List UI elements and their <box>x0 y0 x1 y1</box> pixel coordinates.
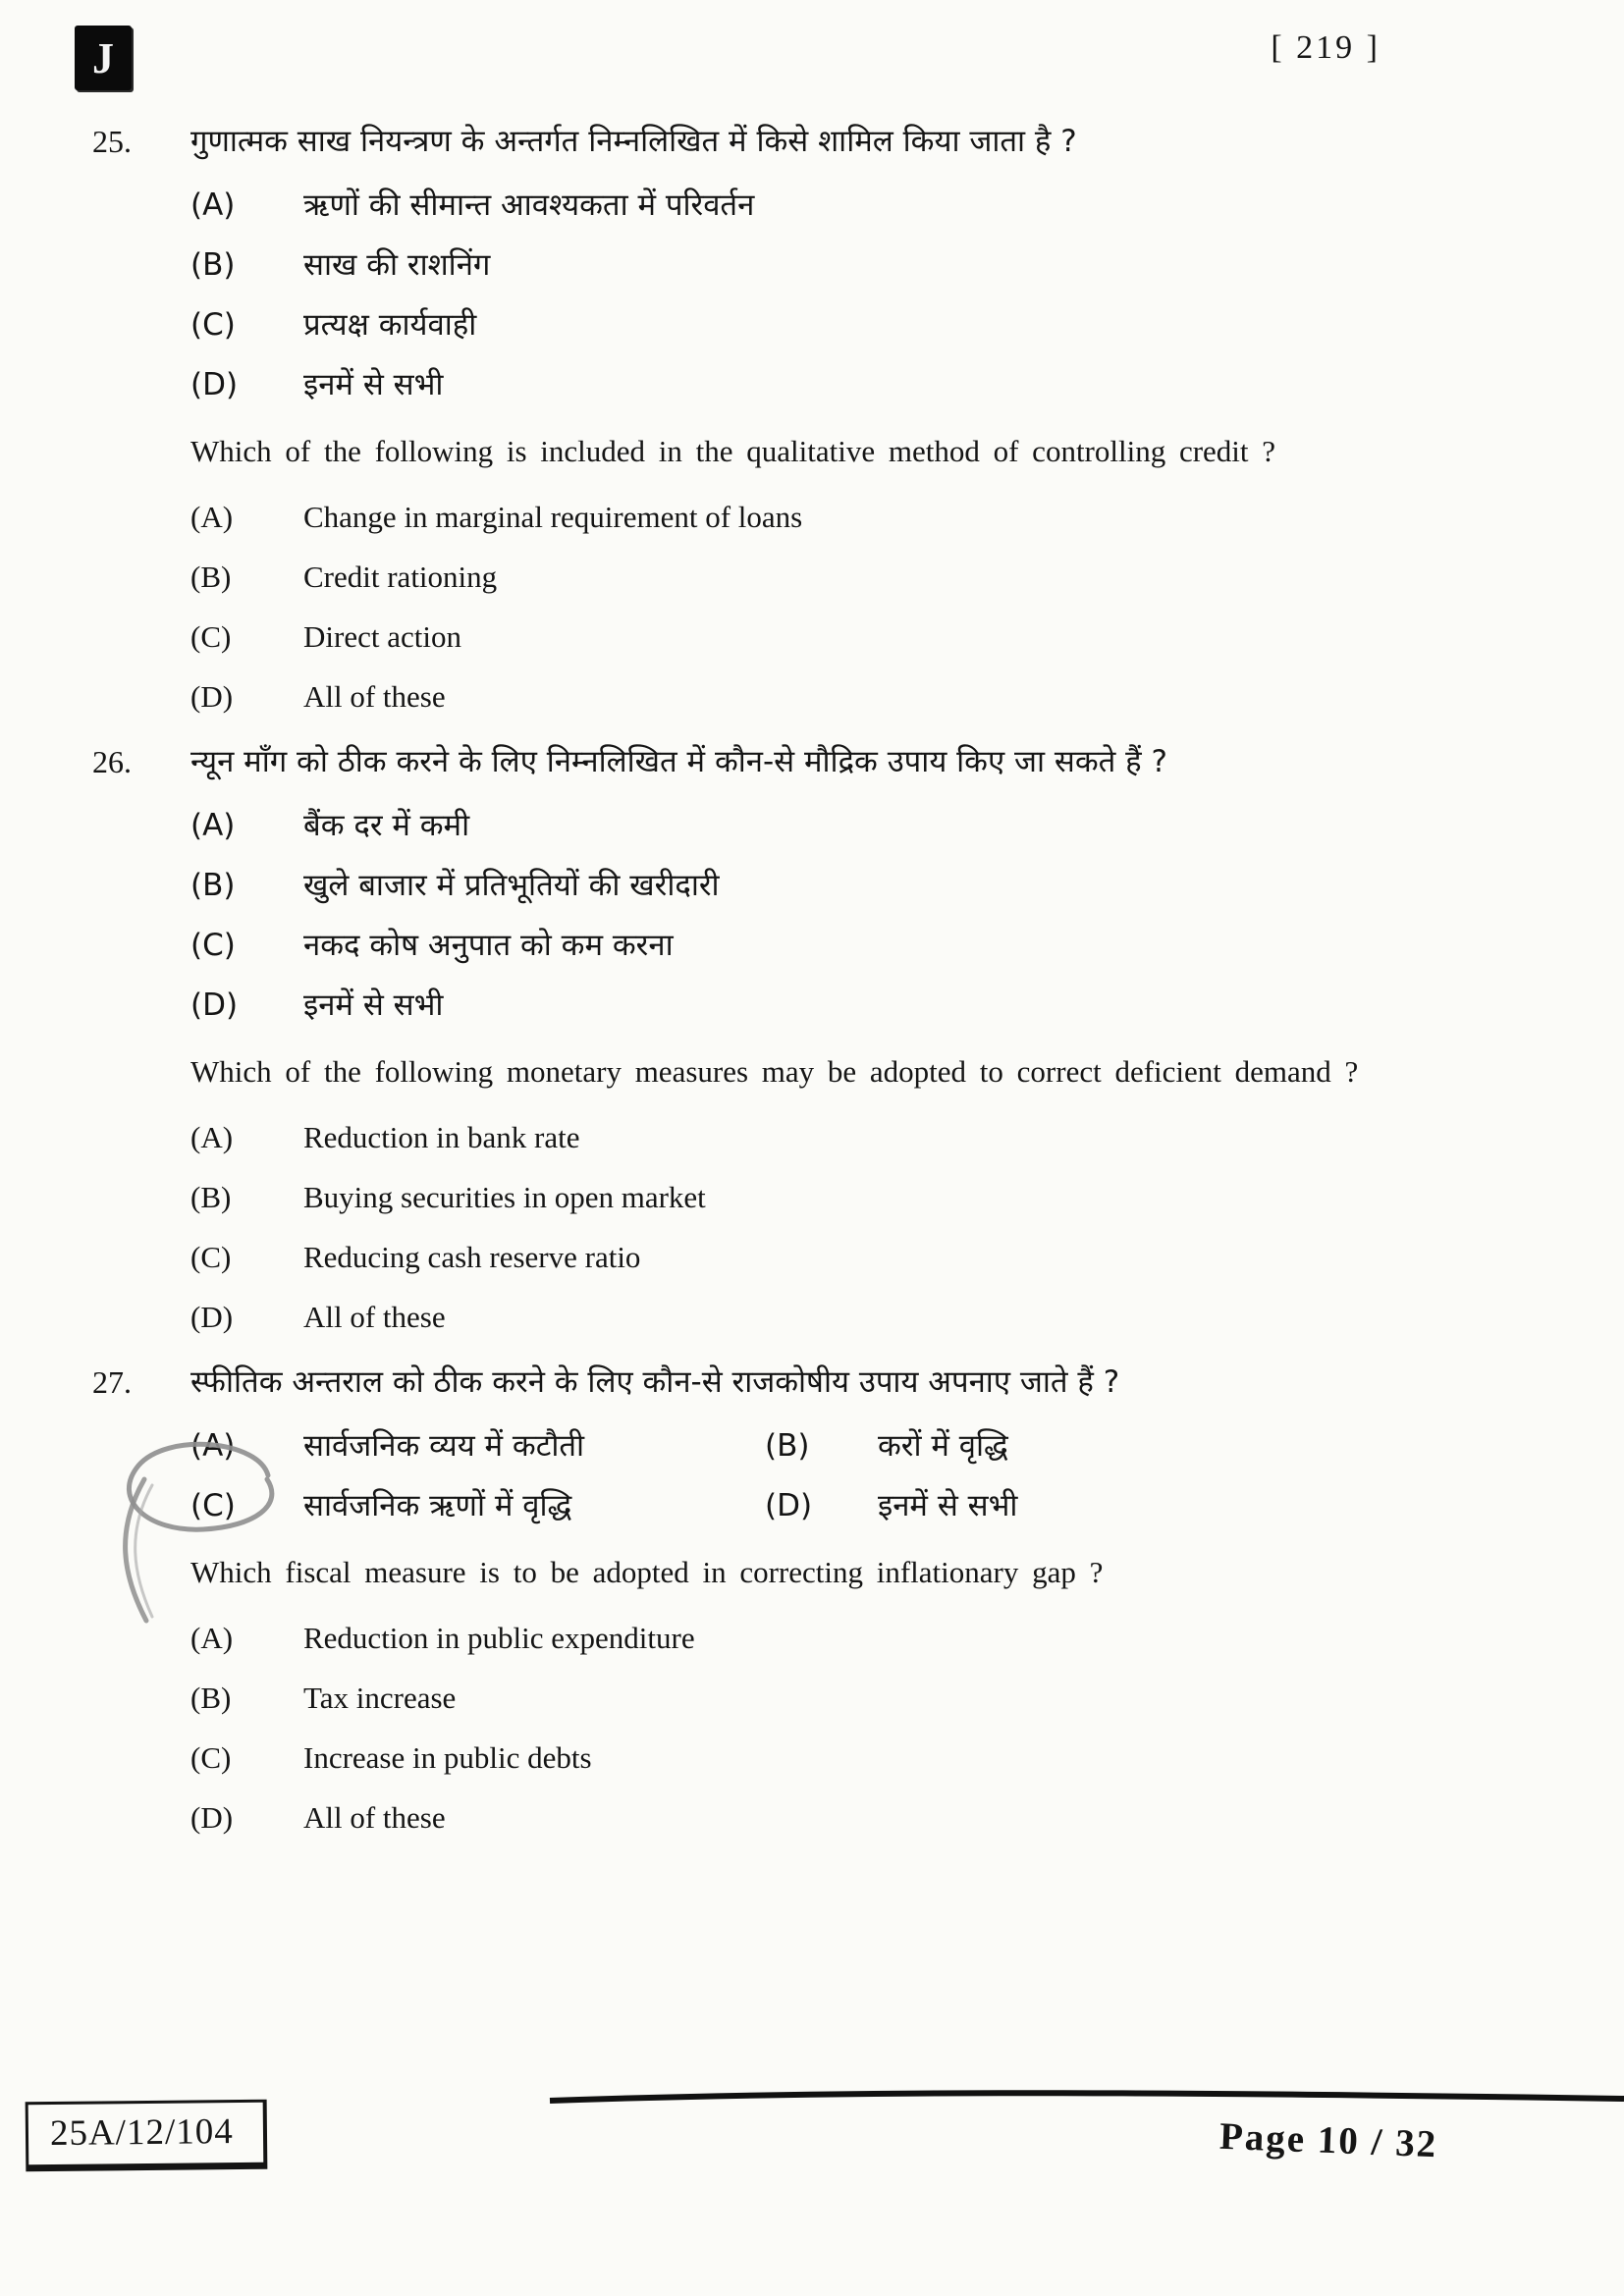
option-row <box>190 916 1538 976</box>
page-header <box>0 0 1624 94</box>
option-label: (C) <box>190 619 232 654</box>
option-text: इनमें से सभी <box>303 367 444 402</box>
option-row <box>190 667 1538 726</box>
option-label: (C) <box>190 1240 232 1274</box>
question-text-english: Which of the following monetary measures may be adopted to correct deficient demand ? <box>190 1054 1359 1089</box>
option-text: All of these <box>303 1800 446 1835</box>
question-text-hindi: गुणात्मक साख नियन्त्रण के अन्तर्गत निम्नलिखित में किसे शामिल किया जाता है ? <box>190 124 1077 159</box>
option-text: बैंक दर में कमी <box>303 808 470 843</box>
option-text: इनमें से सभी <box>878 1488 1018 1523</box>
option-label: (D) <box>190 679 234 714</box>
option-text: सार्वजनिक ऋणों में वृद्धि <box>303 1488 572 1523</box>
option-label: (D) <box>765 1488 813 1523</box>
option-text: खुले बाजार में प्रतिभूतियों की खरीदारी <box>303 868 720 903</box>
option-label: (A) <box>190 1621 234 1655</box>
option-grid <box>190 1416 1538 1536</box>
option-row <box>190 1788 1538 1847</box>
option-text: Credit rationing <box>303 560 498 594</box>
option-label: (D) <box>190 1800 234 1835</box>
option-label: (B) <box>190 1681 232 1715</box>
option-row <box>190 547 1538 607</box>
option-label: (B) <box>190 868 236 903</box>
option-text: Buying securities in open market <box>303 1180 706 1214</box>
question-27 <box>0 1353 1624 1847</box>
question-text-hindi: स्फीतिक अन्तराल को ठीक करने के लिए कौन-से राजकोषीय उपाय अपनाए जाते हैं ? <box>190 1364 1120 1400</box>
option-label: (D) <box>190 367 239 402</box>
option-label: (A) <box>190 1120 234 1154</box>
option-label: (A) <box>190 187 236 223</box>
option-row <box>190 1227 1538 1287</box>
option-text: करों में वृद्धि <box>878 1428 1008 1464</box>
option-row <box>190 1608 1538 1668</box>
booklet-code: 25A/12/104 <box>49 2111 234 2155</box>
option-text: Reducing cash reserve ratio <box>303 1240 641 1274</box>
option-text: Direct action <box>303 619 461 654</box>
option-label: (D) <box>190 1300 234 1334</box>
option-row <box>190 856 1538 916</box>
option-row <box>190 176 1538 236</box>
option-label: (C) <box>190 1740 232 1775</box>
option-label: (A) <box>190 808 236 843</box>
option-row <box>190 487 1538 547</box>
option-text: All of these <box>303 1300 446 1334</box>
option-text: प्रत्यक्ष कार्यवाही <box>303 307 477 343</box>
question-number: 25. <box>92 124 132 159</box>
option-label: (C) <box>190 1488 236 1523</box>
option-text: Reduction in bank rate <box>303 1120 580 1154</box>
exam-set-badge: J <box>75 26 132 90</box>
option-label: (B) <box>190 247 236 283</box>
page-number: Page 10 / 32 <box>1218 2114 1438 2166</box>
option-text: Tax increase <box>303 1681 457 1715</box>
option-label: (A) <box>190 500 234 534</box>
option-row <box>190 1668 1538 1728</box>
option-row <box>190 607 1538 667</box>
option-label: (A) <box>190 1428 236 1464</box>
option-label: (C) <box>190 307 236 343</box>
booklet-code-box <box>26 2100 268 2172</box>
option-text: नकद कोष अनुपात को कम करना <box>303 928 674 963</box>
option-text: Change in marginal requirement of loans <box>303 500 803 534</box>
option-text: साख की राशनिंग <box>303 247 491 283</box>
option-row <box>190 1167 1538 1227</box>
option-text: Reduction in public expenditure <box>303 1621 695 1655</box>
option-row-circled <box>190 1287 1538 1347</box>
option-label: (B) <box>765 1428 810 1464</box>
option-label: (C) <box>190 928 236 963</box>
question-number: 26. <box>92 744 132 779</box>
question-25 <box>0 112 1624 726</box>
option-row <box>190 796 1538 856</box>
option-text: All of these <box>303 679 446 714</box>
question-text-english: Which fiscal measure is to be adopted in correcting inflationary gap ? <box>190 1555 1104 1589</box>
option-row <box>190 355 1538 415</box>
question-text-english: Which of the following is included in the qualitative method of controlling credit ? <box>190 434 1276 468</box>
option-label: (B) <box>190 560 232 594</box>
option-text: ऋणों की सीमान्त आवश्यकता में परिवर्तन <box>303 187 755 223</box>
question-26 <box>0 732 1624 1347</box>
option-row <box>190 1107 1538 1167</box>
option-text: इनमें से सभी <box>303 988 444 1023</box>
option-row <box>190 976 1538 1036</box>
option-label: (D) <box>190 988 239 1023</box>
option-row <box>190 236 1538 295</box>
option-row <box>190 295 1538 355</box>
option-row <box>190 1728 1538 1788</box>
option-text: Increase in public debts <box>303 1740 592 1775</box>
option-text: सार्वजनिक व्यय में कटौती <box>303 1428 585 1464</box>
question-text-hindi: न्यून माँग को ठीक करने के लिए निम्नलिखित में कौन-से मौद्रिक उपाय किए जा सकते हैं ? <box>190 744 1167 779</box>
question-number: 27. <box>92 1364 132 1400</box>
option-label: (B) <box>190 1180 232 1214</box>
page-ref: [ 219 ] <box>1271 29 1380 66</box>
